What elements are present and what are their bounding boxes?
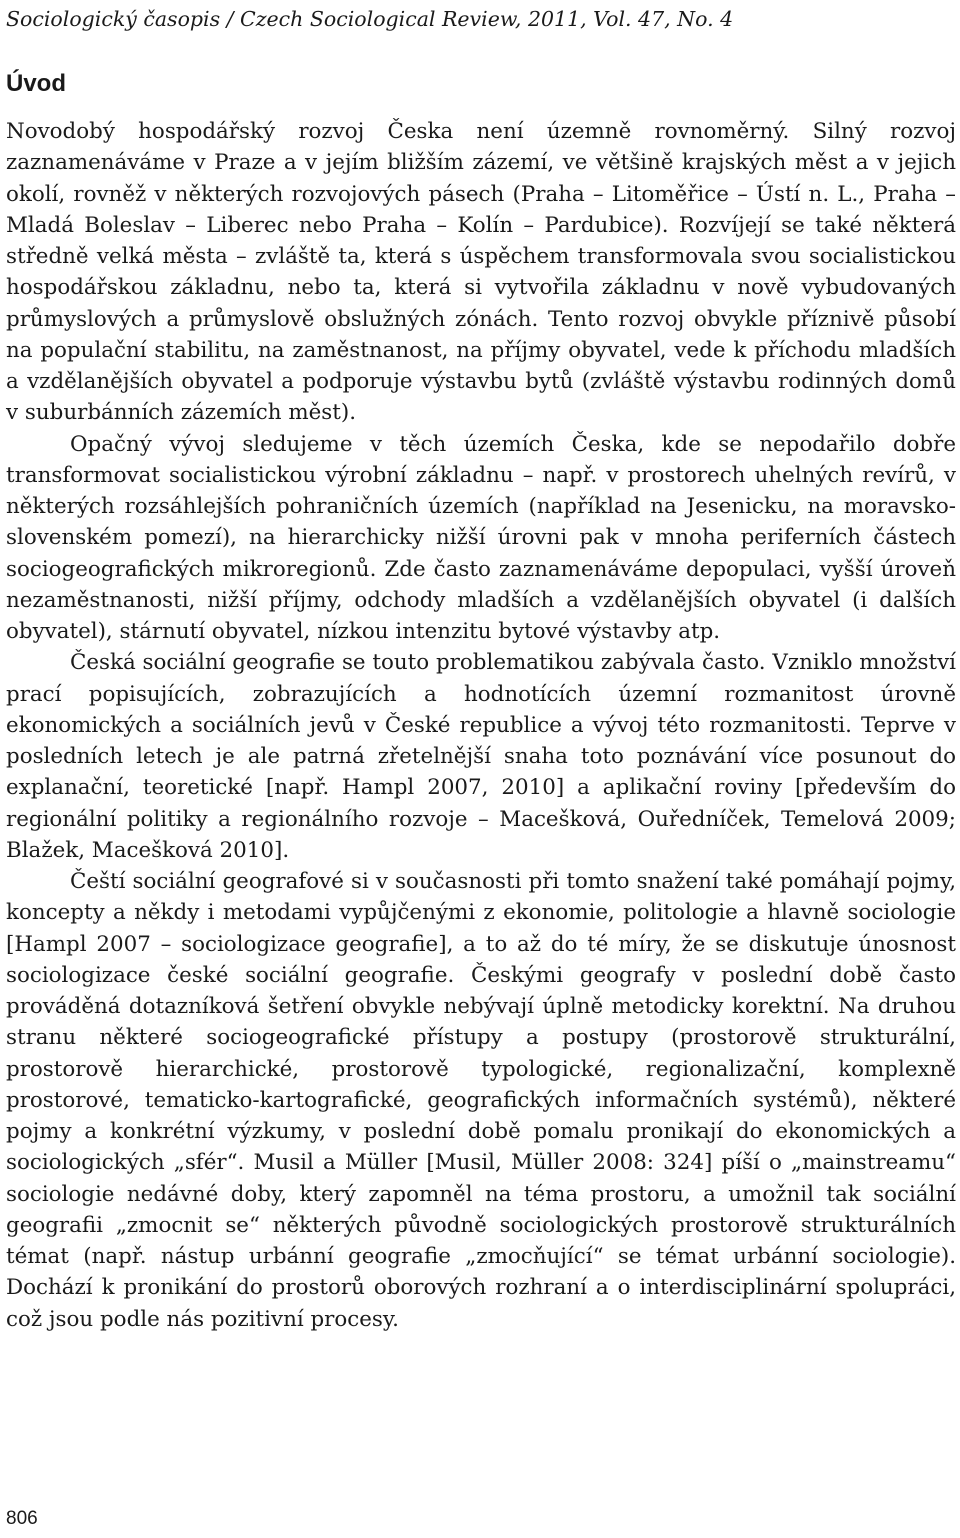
body-text: [6, 116, 956, 1335]
paragraph-3: Česká sociální geografie se touto problematikou zabývala často. Vzniklo množství prací popisujících, zobrazujících a hodnotících územní rozmanitost úrovně ekonomických a sociálních jevů v České republice a vývoj této rozmanitosti. Teprve v posledních letech je ale patrná zřetelnější snaha toto poznávání více posunout do explanační, teoretické [např. Hampl 2007, 2010] a aplikační roviny [především do regionální politiky a regionálního rozvoje – Macešková, Ouředníček, Temelová 2009; Blažek, Macešková 2010].: [6, 650, 956, 863]
section-heading: Úvod: [6, 70, 66, 97]
running-header: Sociologický časopis / Czech Sociological Review, 2011, Vol. 47, No. 4: [6, 7, 734, 31]
paragraph-1: Novodobý hospodářský rozvoj Česka není územně rovnoměrný. Silný rozvoj zaznamenáváme v Praze a v jejím bližším zázemí, ve většině krajských měst a v jejich okolí, rovněž v některých rozvojových pásech (Praha – Litoměřice – Ústí n. L., Praha – Mladá Boleslav – Liberec nebo Praha – Kolín – Pardubice). Rozvíjejí se také některá středně velká města – zvláště ta, která s úspěchem transformovala svou socialistickou hospodářskou základnu, nebo ta, která si vytvořila základnu v nově vybudovaných průmyslových a průmyslově obslužných zónách. Tento rozvoj obvykle příznivě působí na populační stabilitu, na zaměstnanost, na příjmy obyvatel, vede k příchodu mladších a vzdělanějších obyvatel a podporuje výstavbu bytů (zvláště výstavbu rodinných domů v suburbánních zázemích měst).: [6, 119, 956, 426]
paragraph-4: Čeští sociální geografové si v současnosti při tomto snažení také pomáhají pojmy, koncepty a někdy i metodami vypůjčenými z ekonomie, politologie a hlavně sociologie [Hampl 2007 – sociologizace geografie], a to až do té míry, že se diskutuje únosnost sociologizace české sociální geografie. Českými geografy v poslední době často prováděná dotazníková šetření obvykle nebývají úplně metodicky korektní. Na druhou stranu některé sociogeografické přístupy a postupy (prostorově strukturální, prostorově hierarchické, prostorově typologické, regionalizační, komplexně prostorové, tematicko-kartografické, geografických informačních systémů), některé pojmy a konkrétní výzkumy, v poslední době pomalu pronikají do ekonomických a sociologických „sfér“. Musil a Müller [Musil, Müller 2008: 324] píší o „mainstreamu“ sociologie nedávné doby, který zapomněl na téma prostoru, a umožnil tak sociální geografii „zmocnit se“ některých původně sociologických prostorově strukturálních témat (např. nástup urbánní geografie „zmocňující“ se témat urbánní sociologie). Dochází k pronikání do prostorů oborových rozhraní a o interdisciplinární spolupráci, což jsou podle nás pozitivní procesy.: [6, 869, 956, 1332]
paragraph-2: Opačný vývoj sledujeme v těch územích Česka, kde se nepodařilo dobře transformovat socialistickou výrobní základnu – např. v prostorech uhelných revírů, v některých rozsáhlejších pohraničních územích (například na Jesenicku, na moravsko-slovenském pomezí), na hierarchicky nižší úrovni pak v mnoha periferních částech sociogeografických mikroregionů. Zde často zaznamenáváme depopulaci, vyšší úroveň nezaměstnanosti, nižší příjmy, odchody mladších a vzdělanějších obyvatel (i dalších obyvatel), stárnutí obyvatel, nízkou intenzitu bytové výstavby atp.: [6, 431, 956, 644]
page-number: 806: [6, 1508, 38, 1529]
page: [6, 0, 956, 1538]
